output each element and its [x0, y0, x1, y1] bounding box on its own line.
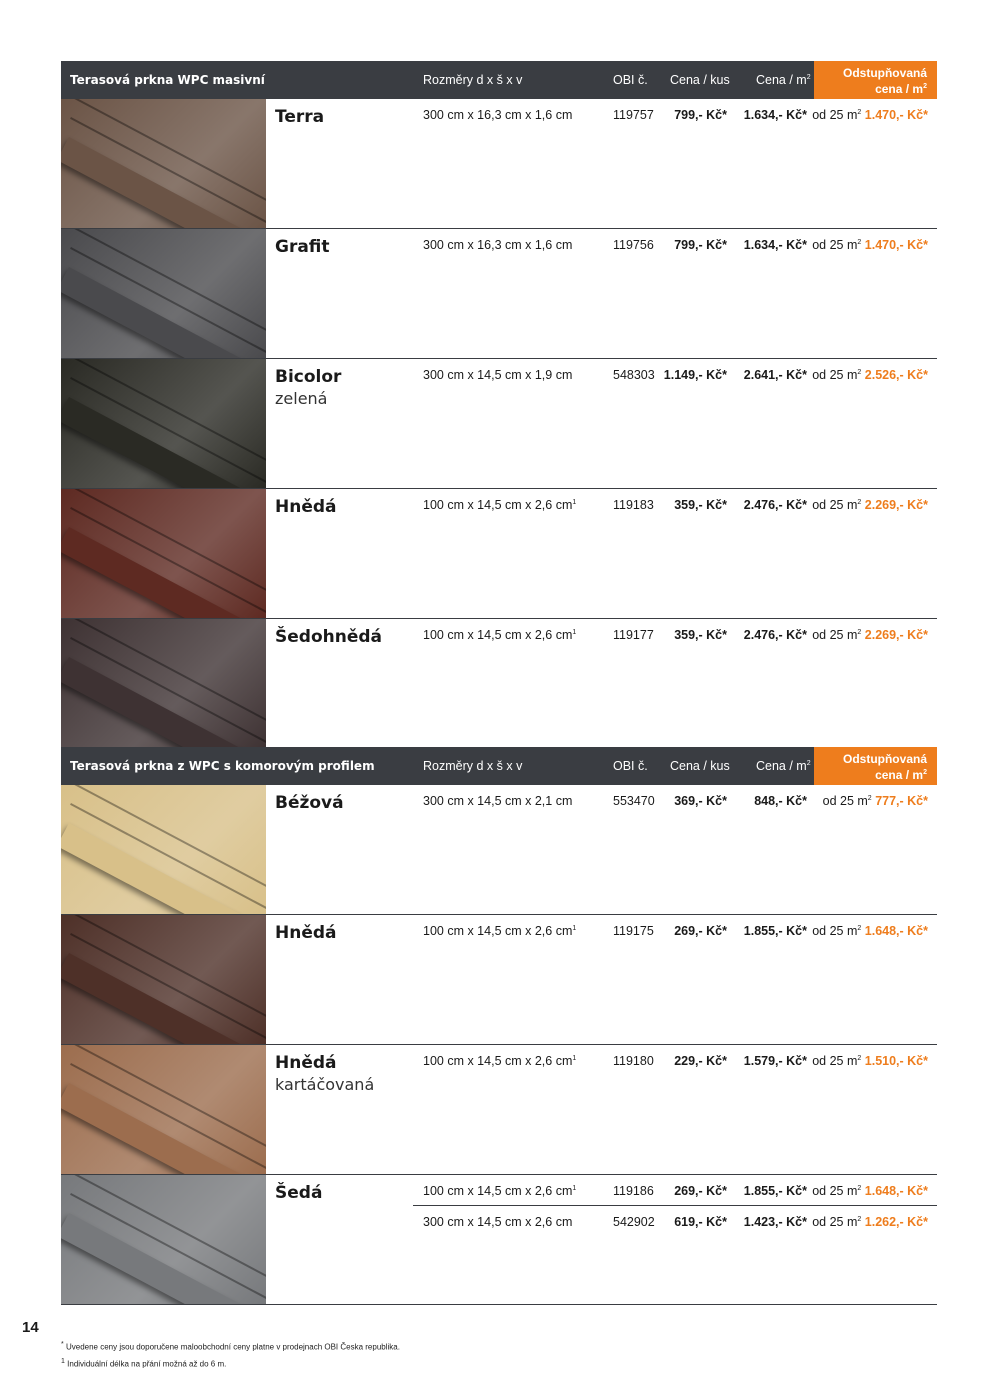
- product-image: [61, 359, 266, 488]
- product-row: [61, 915, 937, 1045]
- col-obi: OBI č.: [613, 73, 648, 87]
- product-name: Grafit: [275, 237, 330, 257]
- section-masivni: [61, 61, 937, 749]
- page-number: 14: [22, 1319, 39, 1336]
- graduated-price: od 25 $m^2$ 2.269,- Kč*: [812, 628, 928, 642]
- dimensions: 100 cm x 14,5 cm x 2,6 $cm^1$: [423, 1054, 577, 1068]
- product-row: [61, 1045, 937, 1175]
- product-row: [61, 229, 937, 359]
- footnote-length: $^1$ Individuální délka na přání možná až do 6 m.: [61, 1358, 227, 1369]
- obi-number: 119186: [613, 1184, 654, 1198]
- graduated-price: od 25 $m^2$ 1.262,- Kč*: [812, 1215, 928, 1229]
- price-m2: 1.855,- Kč*: [743, 924, 807, 938]
- product-row: [61, 1175, 937, 1305]
- col-dims: Rozměry d x š x v: [423, 73, 523, 87]
- obi-number: 119180: [613, 1054, 654, 1068]
- price-m2: 1.579,- Kč*: [743, 1054, 807, 1068]
- product-image: [61, 915, 266, 1044]
- price-line: [413, 99, 937, 129]
- col-price-m2: Cena / $m^2$: [756, 73, 811, 87]
- dimensions: 300 cm x 14,5 cm x 2,1 cm: [423, 794, 573, 808]
- col-obi: OBI č.: [613, 759, 648, 773]
- product-name: Šedohnědá: [275, 627, 382, 647]
- footnote-prices: * Uvedene ceny jsou doporučene maloobchodní ceny platne v prodejnach OBI Česka republika.: [61, 1341, 400, 1352]
- product-row: [61, 619, 937, 749]
- price-line: [413, 489, 937, 519]
- obi-number: 119756: [613, 238, 654, 252]
- price-piece: 229,- Kč*: [674, 1054, 727, 1068]
- product-image: [61, 1045, 266, 1174]
- price-piece: 269,- Kč*: [674, 924, 727, 938]
- product-name: Béžová: [275, 793, 344, 813]
- graduated-price: od 25 $m^2$ 1.470,- Kč*: [812, 108, 928, 122]
- price-m2: 848,- Kč*: [754, 794, 807, 808]
- product-name: Šedá: [275, 1183, 323, 1203]
- price-line: [413, 785, 937, 815]
- dimensions: 100 cm x 14,5 cm x 2,6 $cm^1$: [423, 628, 577, 642]
- product-row: [61, 99, 937, 229]
- dimensions: 300 cm x 14,5 cm x 2,6 cm: [423, 1215, 573, 1229]
- col-graduated-price: Odstupňovaná cena / $m^2$: [814, 61, 937, 99]
- price-piece: 359,- Kč*: [674, 628, 727, 642]
- price-line: [413, 915, 937, 945]
- product-name: Hnědá kartáčovaná: [275, 1053, 375, 1094]
- price-line: [413, 1045, 937, 1075]
- product-name: Terra: [275, 107, 325, 127]
- price-piece: 1.149,- Kč*: [663, 368, 727, 382]
- product-rows: [61, 785, 937, 1305]
- dimensions: 100 cm x 14,5 cm x 2,6 $cm^1$: [423, 498, 577, 512]
- price-piece: 619,- Kč*: [674, 1215, 727, 1229]
- obi-number: 542902: [613, 1215, 655, 1229]
- product-image: [61, 229, 266, 358]
- price-m2: 2.476,- Kč*: [743, 628, 807, 642]
- dimensions: 300 cm x 16,3 cm x 1,6 cm: [423, 108, 573, 122]
- section-title: Terasová prkna z WPC s komorovým profilem: [70, 759, 375, 773]
- col-dims: Rozměry d x š x v: [423, 759, 523, 773]
- section-title: Terasová prkna WPC masivní: [70, 73, 265, 87]
- product-image: [61, 619, 266, 748]
- dimensions: 100 cm x 14,5 cm x 2,6 $cm^1$: [423, 1184, 577, 1198]
- product-image: [61, 489, 266, 618]
- col-graduated-price: Odstupňovaná cena / $m^2$: [814, 747, 937, 785]
- col-price-piece: Cena / kus: [670, 73, 730, 87]
- graduated-price: od 25 $m^2$ 777,- Kč*: [822, 794, 928, 808]
- price-piece: 359,- Kč*: [674, 498, 727, 512]
- obi-number: 119177: [613, 628, 654, 642]
- price-line: [413, 229, 937, 259]
- price-piece: 369,- Kč*: [674, 794, 727, 808]
- price-piece: 799,- Kč*: [674, 238, 727, 252]
- price-m2: 1.634,- Kč*: [743, 108, 807, 122]
- graduated-price: od 25 $m^2$ 1.648,- Kč*: [812, 1184, 928, 1198]
- graduated-price: od 25 $m^2$ 2.269,- Kč*: [812, 498, 928, 512]
- col-price-piece: Cena / kus: [670, 759, 730, 773]
- price-piece: 269,- Kč*: [674, 1184, 727, 1198]
- product-image: [61, 99, 266, 228]
- product-name: Bicolor zelená: [275, 367, 342, 408]
- table-header: [61, 61, 937, 99]
- price-m2: 2.476,- Kč*: [743, 498, 807, 512]
- graduated-price: od 25 $m^2$ 1.510,- Kč*: [812, 1054, 928, 1068]
- col-price-m2: Cena / $m^2$: [756, 759, 811, 773]
- section-komorovy: [61, 747, 937, 1305]
- obi-number: 119175: [613, 924, 654, 938]
- product-image: [61, 785, 266, 914]
- dimensions: 300 cm x 14,5 cm x 1,9 cm: [423, 368, 573, 382]
- dimensions: 300 cm x 16,3 cm x 1,6 cm: [423, 238, 573, 252]
- graduated-price: od 25 $m^2$ 1.470,- Kč*: [812, 238, 928, 252]
- product-rows: [61, 99, 937, 749]
- product-name: Hnědá: [275, 497, 337, 517]
- price-piece: 799,- Kč*: [674, 108, 727, 122]
- obi-number: 553470: [613, 794, 655, 808]
- price-m2: 1.855,- Kč*: [743, 1184, 807, 1198]
- graduated-price: od 25 $m^2$ 1.648,- Kč*: [812, 924, 928, 938]
- table-header: [61, 747, 937, 785]
- obi-number: 548303: [613, 368, 655, 382]
- price-line: [413, 359, 937, 389]
- price-line: [413, 1175, 937, 1205]
- product-row: [61, 489, 937, 619]
- price-m2: 2.641,- Kč*: [743, 368, 807, 382]
- product-row: [61, 785, 937, 915]
- product-name: Hnědá: [275, 923, 337, 943]
- price-m2: 1.634,- Kč*: [743, 238, 807, 252]
- obi-number: 119183: [613, 498, 654, 512]
- obi-number: 119757: [613, 108, 654, 122]
- product-image: [61, 1175, 266, 1304]
- product-row: [61, 359, 937, 489]
- price-line: [413, 619, 937, 649]
- price-line: [413, 1205, 937, 1236]
- dimensions: 100 cm x 14,5 cm x 2,6 $cm^1$: [423, 924, 577, 938]
- graduated-price: od 25 $m^2$ 2.526,- Kč*: [812, 368, 928, 382]
- price-m2: 1.423,- Kč*: [743, 1215, 807, 1229]
